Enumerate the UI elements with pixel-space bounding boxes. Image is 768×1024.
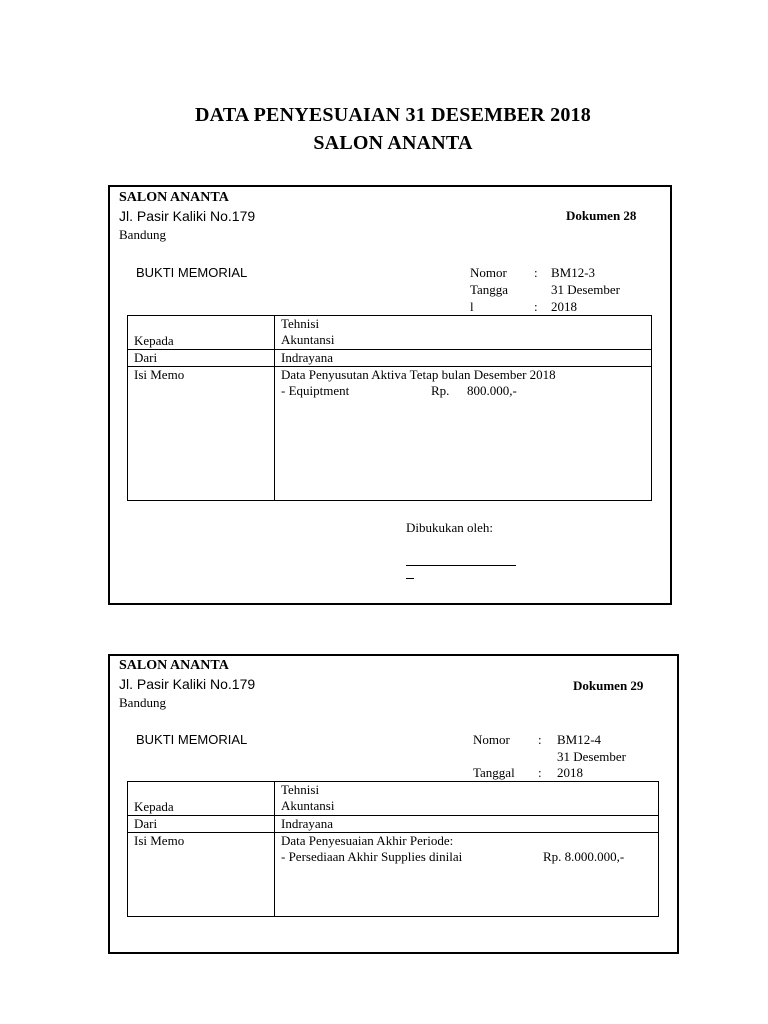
kepada-line2: Akuntansi xyxy=(281,332,335,347)
isi-memo-line1: Data Penyusutan Aktiva Tetap bulan Desember 2018 xyxy=(281,367,556,382)
company-address: Jl. Pasir Kaliki No.179 xyxy=(119,676,256,692)
kepada-value xyxy=(275,782,659,816)
kepada-line2: Akuntansi xyxy=(281,798,335,813)
kepada-label: Kepada xyxy=(128,316,275,350)
memo-table xyxy=(127,781,659,917)
company-city: Bandung xyxy=(119,227,166,242)
nomor-label: Nomor xyxy=(470,265,507,280)
document-number-label: Dokumen 28 xyxy=(566,208,637,223)
document-number-label: Dokumen 29 xyxy=(573,678,644,693)
nomor-label: Nomor xyxy=(473,732,510,747)
kepada-line1: Tehnisi xyxy=(281,782,320,797)
tanggal-label: Tanggal xyxy=(473,765,515,780)
isi-memo-currency: Rp. xyxy=(431,383,450,398)
isi-memo-amount: 800.000,- xyxy=(467,383,517,398)
dibukukan-label: Dibukukan oleh: xyxy=(406,520,494,535)
dari-value: Indrayana xyxy=(275,350,652,367)
nomor-value: BM12-4 xyxy=(557,732,602,747)
tanggal-colon: : xyxy=(538,765,542,780)
nomor-value: BM12-3 xyxy=(551,265,596,280)
kepada-label: Kepada xyxy=(128,782,275,816)
dari-label: Dari xyxy=(128,350,275,367)
isi-memo-item-row xyxy=(281,849,658,865)
form-title: BUKTI MEMORIAL xyxy=(136,732,248,747)
page-title: DATA PENYESUAIAN 31 DESEMBER 2018 xyxy=(195,104,591,126)
tanggal-value-year: 2018 xyxy=(557,765,583,780)
tanggal-value-year: 2018 xyxy=(551,299,577,314)
memorial-card-28 xyxy=(108,185,672,605)
tanggal-label: Tangga xyxy=(470,282,509,297)
isi-memo-value xyxy=(275,833,659,917)
signature-line xyxy=(406,550,516,566)
isi-memo-item-row xyxy=(281,383,651,399)
nomor-colon: : xyxy=(538,732,542,747)
memo-table xyxy=(127,315,652,501)
memorial-card-29 xyxy=(108,654,679,954)
dari-value: Indrayana xyxy=(275,816,659,833)
kepada-value xyxy=(275,316,652,350)
isi-memo-value xyxy=(275,367,652,501)
isi-memo-item: - Equiptment xyxy=(281,383,350,398)
isi-memo-item: - Persediaan Akhir Supplies dinilai xyxy=(281,849,463,864)
company-name: SALON ANANTA xyxy=(119,190,229,205)
company-name: SALON ANANTA xyxy=(119,658,229,673)
isi-memo-line1: Data Penyesuaian Akhir Periode: xyxy=(281,833,454,848)
nomor-colon: : xyxy=(534,265,538,280)
tanggal-value: 31 Desember xyxy=(557,749,626,764)
company-city: Bandung xyxy=(119,695,166,710)
dari-label: Dari xyxy=(128,816,275,833)
company-address: Jl. Pasir Kaliki No.179 xyxy=(119,208,256,224)
isi-memo-amount: Rp. 8.000.000,- xyxy=(543,849,625,864)
isi-memo-label: Isi Memo xyxy=(128,833,275,917)
tanggal-colon: : xyxy=(534,299,538,314)
isi-memo-label: Isi Memo xyxy=(128,367,275,501)
signature-line-tail xyxy=(406,565,416,579)
kepada-line1: Tehnisi xyxy=(281,316,320,331)
tanggal-label-wrap: l xyxy=(470,299,474,314)
tanggal-value: 31 Desember xyxy=(551,282,620,297)
page-subtitle: SALON ANANTA xyxy=(313,132,473,154)
form-title: BUKTI MEMORIAL xyxy=(136,265,248,280)
